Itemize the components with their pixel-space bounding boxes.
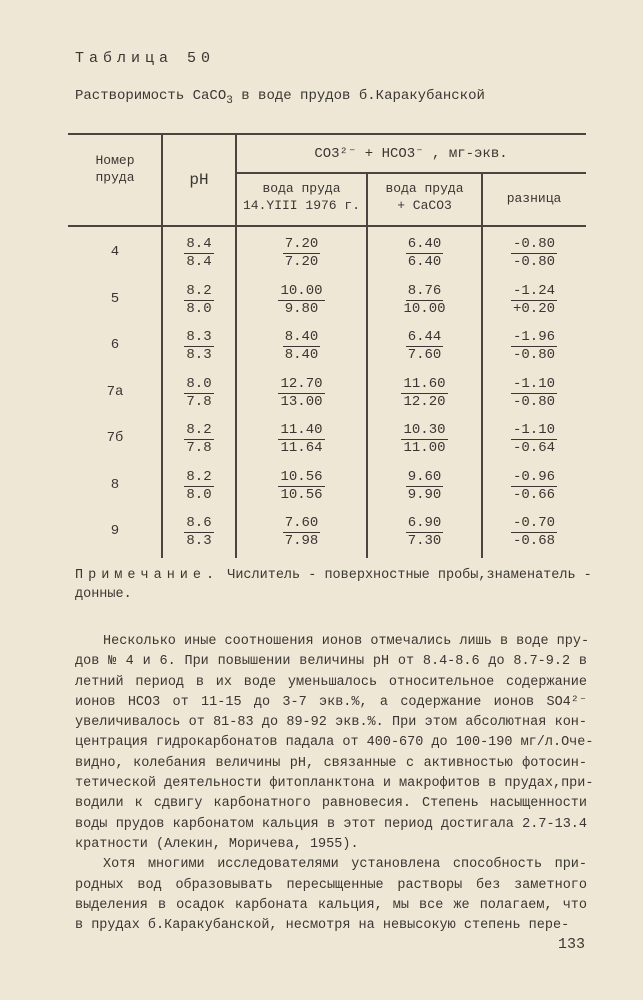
numerator-surface: 6.90 [407, 515, 442, 531]
numerator-surface: 11.60 [403, 375, 446, 392]
text-line: кратности (Алекин, Моричева, 1955). [75, 836, 359, 852]
denominator-bottom: 7.60 [407, 347, 442, 363]
numerator-surface: 6.40 [407, 236, 442, 252]
text-line: видно, колебания величины pH, связанные с активностью фотосин- [75, 755, 587, 771]
denominator-bottom: 8.4 [186, 254, 212, 270]
denominator-bottom: 7.8 [186, 393, 212, 410]
fraction-diff [482, 376, 586, 411]
numerator-surface: 7.60 [284, 515, 319, 531]
fraction-water [236, 283, 367, 318]
numerator-surface: -0.96 [512, 468, 555, 485]
text-line: летний период в их воде уменьшалось относительное содержание [75, 674, 587, 690]
table-caption [75, 88, 485, 107]
fraction-diff [482, 469, 586, 504]
fraction-caco3 [367, 469, 482, 504]
denominator-bottom: 8.0 [186, 486, 212, 503]
text-line: центрация гидрокарбонатов падала от 400-670 до 100-190 мг/л.Оче- [75, 735, 594, 751]
table-note [75, 566, 595, 604]
pond-number: 6 [110, 337, 120, 353]
fraction-ph [162, 329, 236, 364]
numerator-surface: 8.6 [186, 515, 212, 531]
text-line: Хотя многими исследователями установлена способность при- [103, 857, 587, 873]
denominator-bottom: 7.30 [407, 533, 442, 549]
header-pond-line: Номер [95, 153, 135, 168]
fraction-diff [482, 329, 586, 364]
fraction-diff [482, 236, 586, 271]
denominator-bottom: 6.40 [407, 254, 442, 270]
denominator-bottom: 7.20 [284, 254, 319, 270]
header-line: вода пруда [385, 181, 464, 196]
denominator-bottom: 13.00 [280, 393, 323, 410]
fraction-water [236, 422, 367, 457]
numerator-surface: 12.70 [280, 375, 323, 392]
numerator-surface: 10.00 [280, 282, 323, 299]
fraction-water [236, 236, 367, 271]
caption-subscript: 3 [226, 94, 233, 107]
denominator-bottom: 11.00 [403, 440, 446, 456]
numerator-surface: -1.96 [512, 329, 555, 345]
denominator-bottom: -0.80 [512, 254, 555, 270]
pond-number: 7а [106, 383, 124, 400]
text-line: выделения в осадок карбоната кальция, мы все же полагаем, что [75, 897, 587, 913]
numerator-surface: -1.24 [512, 282, 555, 299]
fraction-caco3 [367, 329, 482, 364]
numerator-surface: 8.40 [284, 329, 319, 345]
pond-number: 5 [110, 290, 120, 307]
header-line: вода пруда [262, 181, 341, 196]
denominator-bottom: 10.56 [280, 486, 323, 503]
denominator-bottom: 8.0 [186, 300, 212, 317]
header-pond-line: пруда [95, 170, 135, 185]
denominator-bottom: 8.3 [186, 347, 212, 363]
numerator-surface: 8.2 [186, 282, 212, 299]
denominator-bottom: 12.20 [403, 393, 446, 410]
numerator-surface: 7.20 [284, 236, 319, 252]
numerator-surface: -0.80 [512, 236, 555, 252]
numerator-surface: -1.10 [512, 422, 555, 438]
header-pond-water [236, 180, 367, 214]
denominator-bottom: 8.40 [284, 347, 319, 363]
fraction-ph [162, 283, 236, 318]
text-line: водили к сдвигу карбонатного равновесия. Степень насыщенности [75, 796, 587, 812]
fraction-ph [162, 376, 236, 411]
fraction-diff [482, 422, 586, 457]
caption-text: Растворимость CaCO [75, 88, 227, 104]
fraction-water [236, 329, 367, 364]
pond-number: 7б [106, 430, 124, 446]
denominator-bottom: 7.98 [284, 533, 319, 549]
pond-number: 8 [110, 476, 120, 493]
numerator-surface: 10.30 [403, 422, 446, 438]
numerator-surface: 6.44 [407, 329, 442, 345]
denominator-bottom: 7.8 [186, 440, 212, 456]
note-text: Числитель - поверхностные пробы,знаменатель - донные. [75, 568, 592, 602]
numerator-surface: 8.2 [186, 422, 212, 438]
header-ph: pH [189, 171, 209, 189]
fraction-ph [162, 469, 236, 504]
fraction-diff [482, 515, 586, 550]
text-line: Несколько иные соотношения ионов отмечались лишь в воде пру- [103, 634, 590, 649]
denominator-bottom: 9.90 [407, 486, 442, 503]
fraction-caco3 [367, 236, 482, 271]
body-text [75, 632, 594, 936]
denominator-bottom: -0.80 [512, 393, 555, 410]
pond-number: 9 [110, 523, 120, 539]
caption-text-end: в воде прудов б.Каракубанской [232, 88, 485, 104]
denominator-bottom: +0.20 [512, 300, 555, 317]
fraction-ph [162, 515, 236, 550]
text-line: родных вод образовывать пересыщенные растворы без заметного [75, 877, 587, 893]
denominator-bottom: -0.68 [512, 533, 555, 549]
header-line: 14.YIII 1976 г. [242, 198, 361, 213]
text-line: ионов HCO3 от 11-15 до 3-7 экв.%, а содержание ионов SO4²⁻ [75, 694, 587, 710]
denominator-bottom: -0.66 [512, 486, 555, 503]
numerator-surface: 8.4 [186, 236, 212, 252]
note-label: Примечание. [75, 568, 220, 583]
denominator-bottom: -0.64 [512, 440, 555, 456]
fraction-ph [162, 236, 236, 271]
numerator-surface: 8.0 [186, 375, 212, 392]
header-difference: разница [506, 191, 562, 206]
text-line: тетической деятельности фитопланктона и макрофитов в прудах,при- [75, 776, 594, 792]
fraction-caco3 [367, 376, 482, 411]
text-line: увеличивалось от 81-83 до 89-92 экв.%. При этом абсолютная кон- [75, 715, 587, 731]
fraction-caco3 [367, 515, 482, 550]
pond-number: 4 [110, 244, 120, 260]
numerator-surface: 8.76 [407, 282, 442, 299]
header-mid-rule [236, 172, 586, 174]
denominator-bottom: 8.3 [186, 533, 212, 549]
header-bottom-rule [68, 225, 586, 227]
numerator-surface: 9.60 [407, 468, 442, 485]
numerator-surface: 8.3 [186, 329, 212, 345]
denominator-bottom: 11.64 [280, 440, 323, 456]
table-title: Таблица 50 [75, 50, 216, 67]
fraction-ph [162, 422, 236, 457]
fraction-water [236, 469, 367, 504]
header-pond [68, 152, 162, 186]
numerator-surface: 11.40 [280, 422, 323, 438]
denominator-bottom: 9.80 [284, 300, 319, 317]
fraction-water [236, 515, 367, 550]
header-line: + CaCO3 [397, 198, 452, 213]
numerator-surface: 10.56 [280, 468, 323, 485]
numerator-surface: -0.70 [512, 515, 555, 531]
text-line: в прудах б.Каракубанской, несмотря на невысокую степень пере- [75, 918, 570, 934]
fraction-caco3 [367, 422, 482, 457]
header-carbonate-group: CO3²⁻ + HCO3⁻ , мг-экв. [314, 146, 508, 162]
text-line: дов № 4 и 6. При повышении величины pH от 8.4-8.6 до 8.7-9.2 в [75, 654, 587, 670]
numerator-surface: -1.10 [512, 375, 555, 392]
denominator-bottom: -0.80 [512, 347, 555, 363]
fraction-caco3 [367, 283, 482, 318]
page-number: 133 [558, 936, 586, 953]
fraction-diff [482, 283, 586, 318]
fraction-water [236, 376, 367, 411]
text-line: воды прудов карбонатом кальция в этот период достигала 2.7-13.4 [75, 816, 587, 832]
denominator-bottom: 10.00 [403, 300, 446, 317]
table-top-rule [68, 133, 586, 135]
header-water-caco3 [367, 180, 482, 214]
numerator-surface: 8.2 [186, 468, 212, 485]
